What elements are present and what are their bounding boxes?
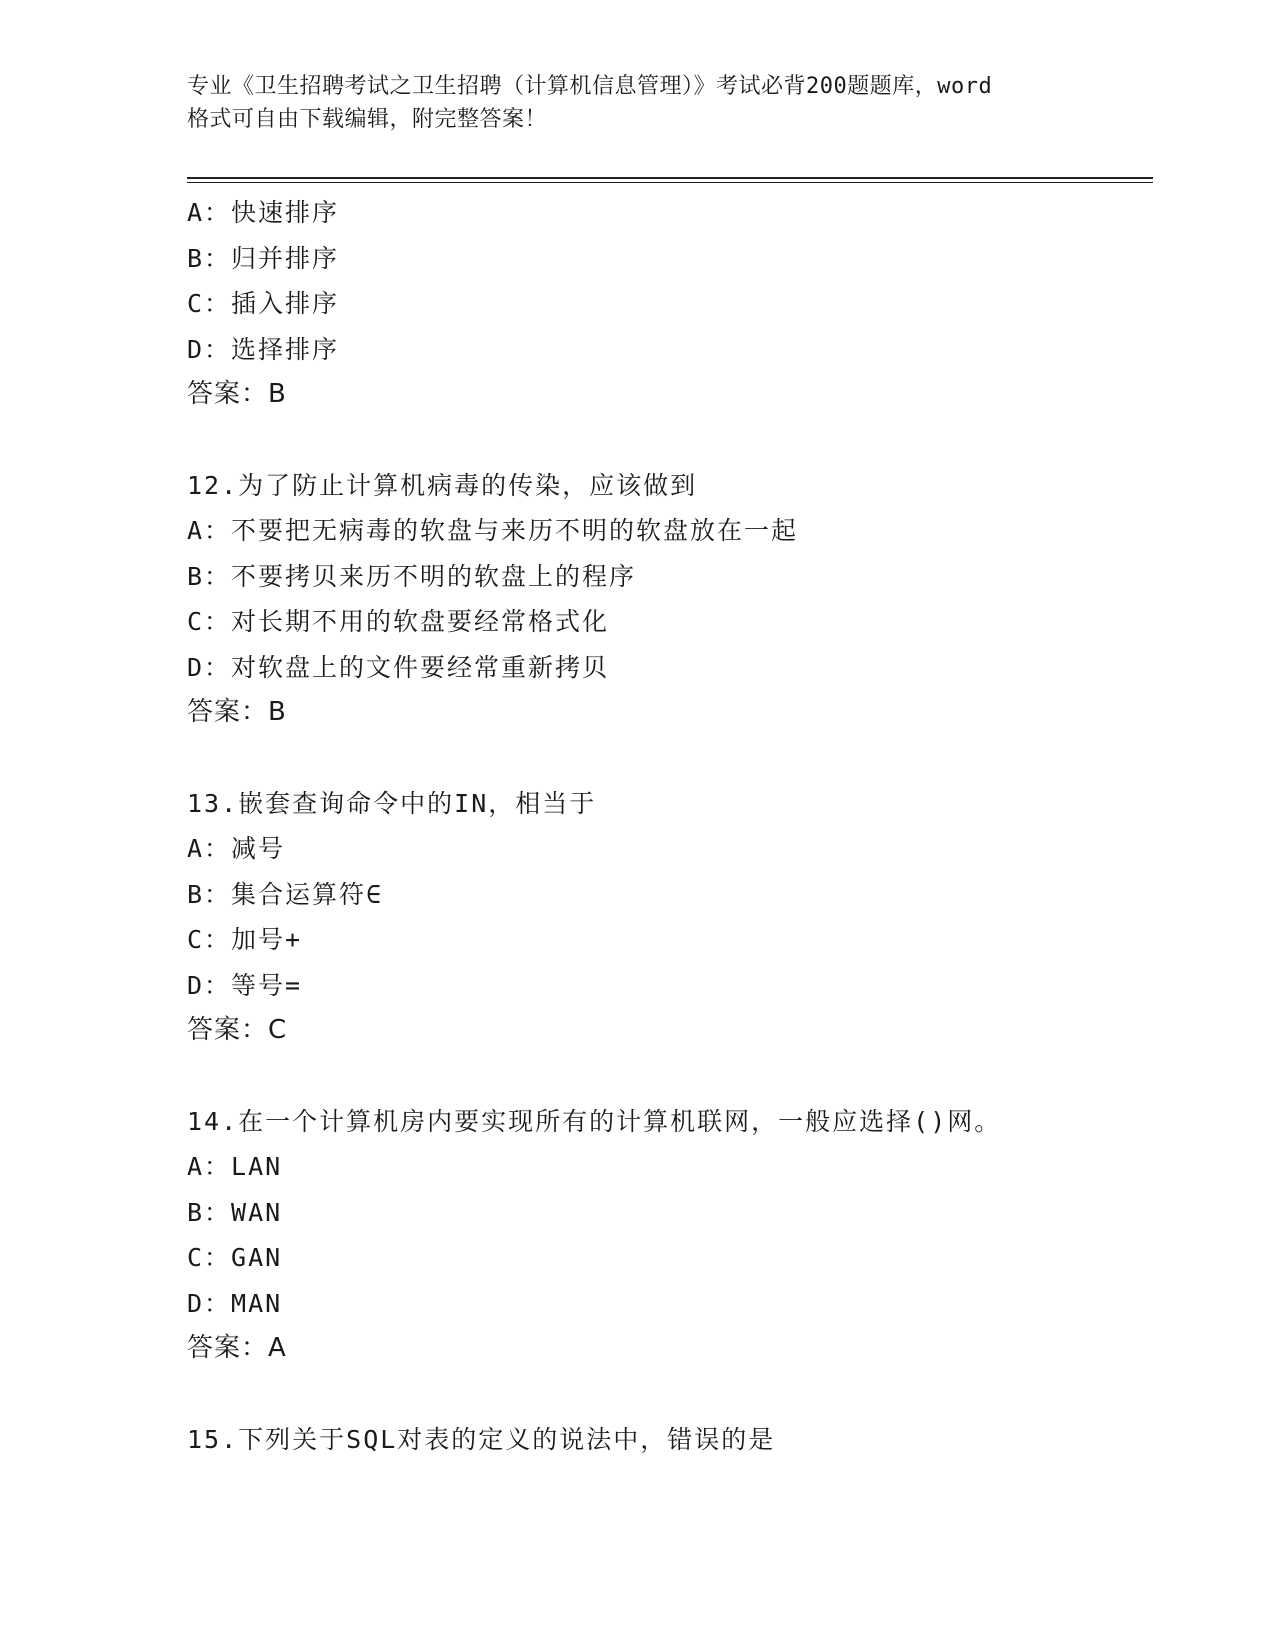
- answer-line: 答案：B: [187, 379, 287, 409]
- answer-line: 答案：A: [187, 1333, 287, 1363]
- header-line-1: 专业《卫生招聘考试之卫生招聘（计算机信息管理）》考试必背200题题库，word: [187, 74, 993, 99]
- option-c: C：插入排序: [187, 289, 340, 318]
- option-d: D：对软盘上的文件要经常重新拷贝: [187, 652, 610, 682]
- question-stem: 15.下列关于SQL对表的定义的说法中，错误的是: [187, 1424, 776, 1454]
- document-header: [187, 70, 1087, 136]
- option-b: B：不要拷贝来历不明的软盘上的程序: [187, 561, 637, 591]
- option-b: B：集合运算符∈: [187, 879, 384, 909]
- option-a: A：LAN: [187, 1152, 283, 1181]
- header-divider-thick: [187, 177, 1153, 179]
- question-13: [187, 781, 1153, 1054]
- question-stem: 14.在一个计算机房内要实现所有的计算机联网，一般应选择()网。: [187, 1106, 1002, 1136]
- answer-line: 答案：B: [187, 697, 287, 727]
- question-list: [187, 190, 1153, 1462]
- question-14: [187, 1099, 1153, 1372]
- option-c: C：GAN: [187, 1243, 283, 1272]
- question-12: [187, 463, 1153, 736]
- option-c: C：对长期不用的软盘要经常格式化: [187, 607, 610, 636]
- question-stem: 12.为了防止计算机病毒的传染，应该做到: [187, 470, 698, 500]
- option-d: D：选择排序: [187, 334, 340, 364]
- option-a: A：减号: [187, 834, 286, 863]
- header-divider-thin: [187, 182, 1153, 183]
- option-d: D：MAN: [187, 1288, 283, 1318]
- option-b: B：归并排序: [187, 243, 340, 273]
- option-a: A：快速排序: [187, 198, 340, 227]
- question-11: [187, 190, 1153, 418]
- question-15: [187, 1417, 1153, 1463]
- option-c: C：加号+: [187, 925, 303, 954]
- answer-line: 答案：C: [187, 1015, 288, 1045]
- question-stem: 13.嵌套查询命令中的IN，相当于: [187, 788, 597, 818]
- option-b: B：WAN: [187, 1197, 283, 1227]
- header-line-2: 格式可自由下载编辑，附完整答案！: [187, 107, 548, 132]
- option-d: D：等号=: [187, 970, 303, 1000]
- option-a: A：不要把无病毒的软盘与来历不明的软盘放在一起: [187, 516, 799, 545]
